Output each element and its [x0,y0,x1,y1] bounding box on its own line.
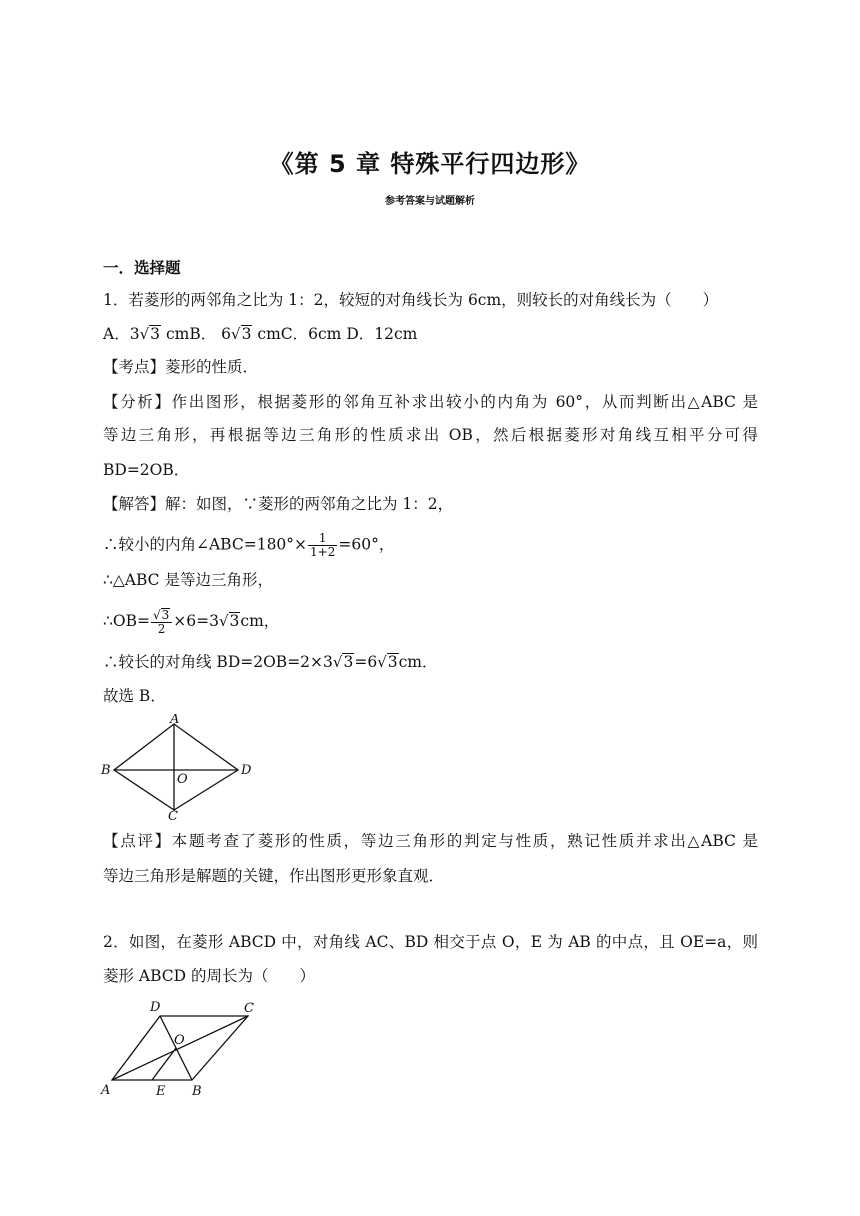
q1-dianping-line2: 等边三角形是解题的关键，作出图形更形象直观． [103,867,445,885]
document-subtitle: 参考答案与试题解析 [385,196,475,207]
choice-a-label: A． [103,325,130,343]
section-heading: 一．选择题 [103,259,181,277]
vertex-label-b: B [192,1084,202,1099]
fraction: $\frac{1}{1+2}$ [310,531,336,559]
document-title: 《第 5 章 特殊平行四边形》 [269,150,591,178]
vertex-label-c: C [168,809,178,820]
q1-jieda-line1: 【解答】解：如图，∵菱形的两邻角之比为 1：2， [103,495,454,513]
q1-step4: ∴OB= $\frac{√3}{2}$ ×6=3√3cm， [103,608,280,636]
vertex-label-a: A [170,714,180,727]
sqrt-symbol: √3 [218,612,240,630]
fraction: $\frac{√3}{2}$ [151,608,172,636]
vertex-label-b: B [101,763,111,778]
q1-step2: ∴较小的内角∠ABC=180°× $\frac{1}{1+2}$ =60°， [103,531,395,559]
vertex-label-a: A [101,1083,111,1098]
sqrt-symbol: √3 [139,325,161,343]
q1-step5: ∴较长的对角线 BD=2OB=2×3√3=6√3cm． [103,653,438,671]
q1-choices [103,324,758,344]
q2-stem-line1: 2．如图，在菱形 ABCD 中，对角线 AC、BD 相交于点 O，E 为 AB 的中点，且 OE=a，则 [103,933,758,951]
choice-c: C．6cm [280,325,342,343]
rhombus-figure-1 [100,714,262,820]
q1-fenxi-line1: 【分析】作出图形，根据菱形的邻角互补求出较小的内角为 60°，从而判断出△ABC 是 [103,393,758,411]
q1-fenxi-line3: BD=2OB． [103,461,190,479]
q1-answer: 故选 B． [103,687,166,705]
q1-stem: 1．若菱形的两邻角之比为 1：2，较短的对角线长为 6cm，则较长的对角线长为（ ） [103,291,719,309]
q1-step3: ∴△ABC 是等边三角形， [103,571,273,589]
sqrt-symbol: √3 [377,653,398,671]
choice-b-label: B． [189,325,217,343]
choice-a-unit: cm [161,325,190,343]
q1-dianping-line1: 【点评】本题考查了菱形的性质，等边三角形的判定与性质，熟记性质并求出△ABC 是 [103,832,758,850]
choice-b-coef: 6 [221,325,232,343]
rhombus-figure-2 [100,996,260,1100]
midpoint-label-e: E [156,1084,166,1099]
choice-d: D．12cm [346,325,418,343]
center-label-o: O [177,772,188,787]
q1-fenxi-line2: 等边三角形，再根据等边三角形的性质求出 OB，然后根据菱形对角线互相平分可得 [103,426,758,444]
choice-b-unit: cm [252,325,281,343]
vertex-label-d: D [241,763,252,778]
q2-stem-line2: 菱形 ABCD 的周长为（ ） [103,967,316,985]
center-label-o: O [174,1033,185,1048]
sqrt-symbol: √3 [231,325,252,343]
q1-kaodian: 【考点】菱形的性质． [103,358,259,376]
vertex-label-d: D [150,1000,161,1015]
sqrt-symbol: √3 [332,653,354,671]
vertex-label-c: C [244,1001,254,1016]
choice-a-coef: 3 [129,325,140,343]
sqrt-symbol: √3 [152,608,170,622]
